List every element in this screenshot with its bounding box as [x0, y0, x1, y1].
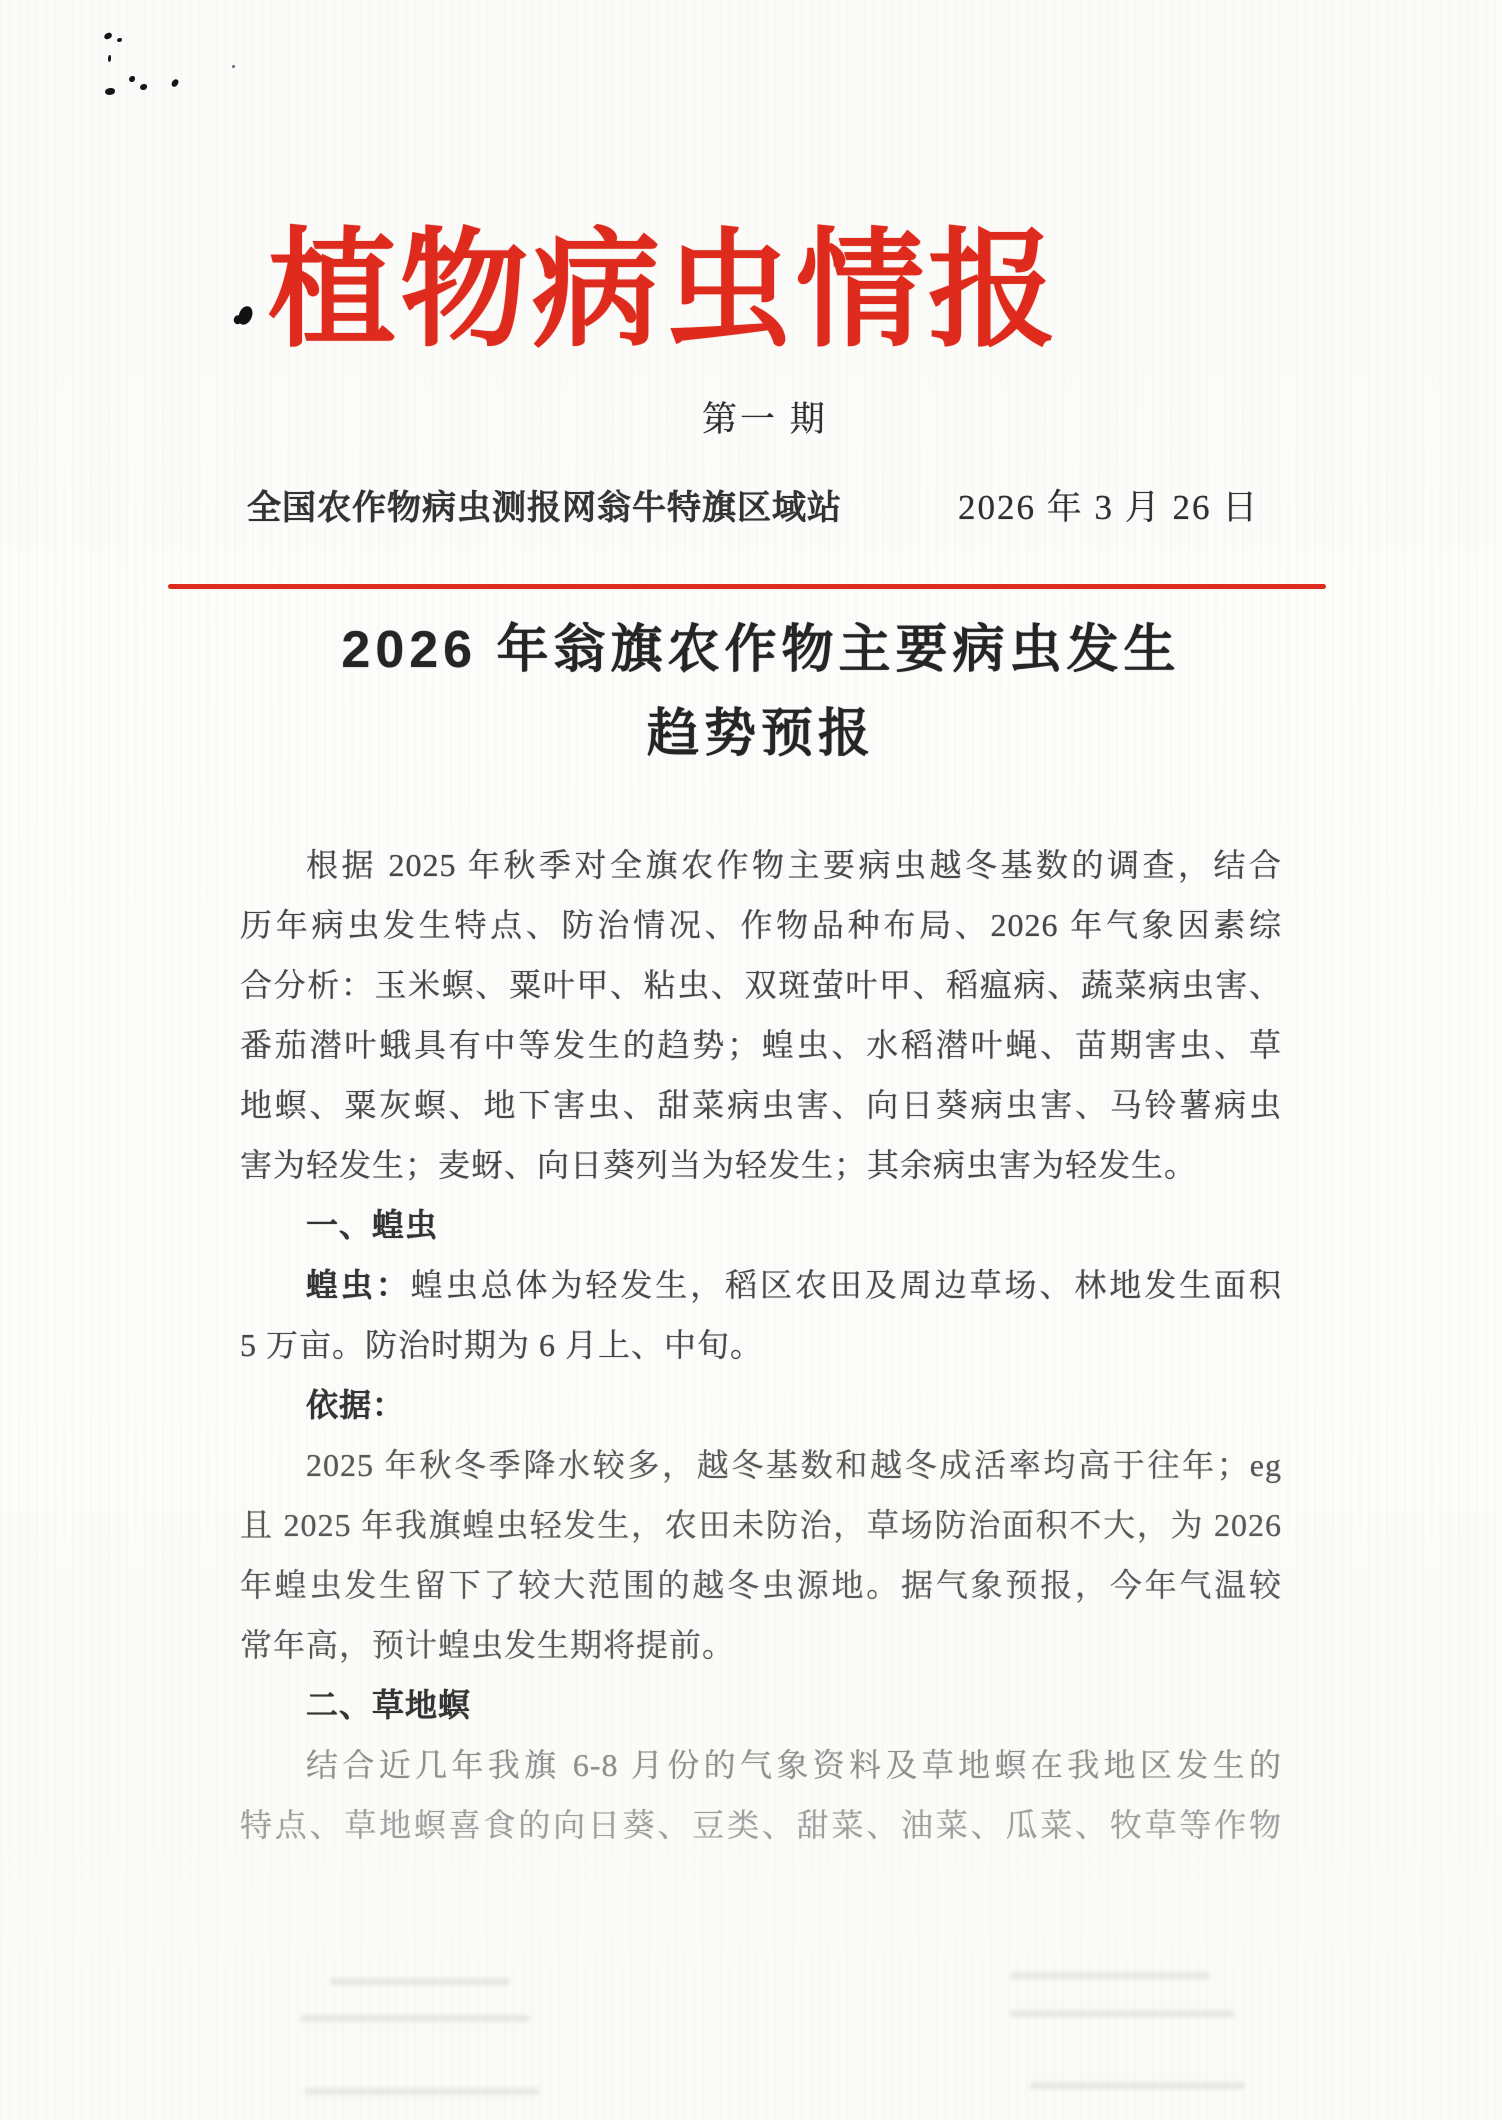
paragraph3-line: 年蝗虫发生留下了较大范围的越冬虫源地。据气象预报，今年气温较: [240, 1567, 1282, 1603]
ink-speck: [117, 38, 122, 42]
paragraph1-line: 历年病虫发生特点、防治情况、作物品种布局、2026 年气象因素综: [240, 907, 1282, 943]
report-title-line1: 2026 年翁旗农作物主要病虫发生: [341, 621, 1181, 679]
station-name: 全国农作物病虫测报网翁牛特旗区域站: [247, 490, 842, 527]
ink-speck: [103, 32, 112, 40]
paragraph1-line: 根据 2025 年秋季对全旗农作物主要病虫越冬基数的调查，结合: [306, 847, 1282, 883]
ink-speck: [108, 55, 111, 62]
paragraph3-line: 常年高，预计蝗虫发生期将提前。: [240, 1627, 736, 1663]
paragraph1-line: 合分析：玉米螟、粟叶甲、粘虫、双斑萤叶甲、稻瘟病、蔬菜病虫害、: [240, 967, 1282, 1003]
ink-speck: [140, 84, 147, 90]
bleedthrough-smudge: [1030, 2082, 1245, 2089]
masthead-title: 植物病虫情报: [268, 220, 1061, 362]
section-heading-locusts: 一、蝗虫: [306, 1207, 439, 1243]
issue-number: 第一 期: [702, 400, 828, 439]
red-divider-rule: [168, 584, 1326, 589]
bleedthrough-smudge: [1010, 1972, 1210, 1979]
paragraph1-line: 地螟、粟灰螟、地下害虫、甜菜病虫害、向日葵病虫害、马铃薯病虫: [240, 1087, 1282, 1123]
paragraph1-line: 番茄潜叶蛾具有中等发生的趋势；蝗虫、水稻潜叶蝇、苗期害虫、草: [240, 1027, 1282, 1063]
paragraph4-line: 特点、草地螟喜食的向日葵、豆类、甜菜、油菜、瓜菜、牧草等作物: [240, 1807, 1282, 1843]
paragraph3-line: 2025 年秋冬季降水较多，越冬基数和越冬成活率均高于往年；eg: [306, 1447, 1282, 1483]
section-heading-meadow-moth: 二、草地螟: [306, 1687, 472, 1723]
bleedthrough-smudge: [300, 2015, 530, 2022]
paragraph4-line: 结合近几年我旗 6-8 月份的气象资料及草地螟在我地区发生的: [306, 1747, 1282, 1783]
paragraph2-text: 蝗虫总体为轻发生，稻区农田及周边草场、林地发生面积: [410, 1267, 1282, 1303]
paragraph2-lead: 蝗虫：: [306, 1267, 411, 1303]
paragraph2-line: 5 万亩。防治时期为 6 月上、中旬。: [240, 1327, 764, 1363]
bleedthrough-smudge: [305, 2088, 540, 2095]
basis-label: 依据：: [306, 1387, 406, 1423]
ink-speck: [105, 88, 115, 95]
document-body: [240, 835, 1282, 1855]
ink-speck: [129, 76, 135, 82]
ink-speck: [232, 65, 235, 68]
ink-speck: [171, 78, 180, 88]
report-title-line2: 趋势预报: [646, 705, 875, 763]
bleedthrough-smudge: [1010, 2010, 1235, 2017]
issue-date: 2026 年 3 月 26 日: [958, 488, 1260, 527]
paragraph3-line: 且 2025 年我旗蝗虫轻发生，农田未防治，草场防治面积不大，为 2026: [240, 1507, 1282, 1543]
bleedthrough-smudge: [330, 1978, 510, 1985]
ink-blot: [237, 305, 254, 327]
paragraph1-line: 害为轻发生；麦蚜、向日葵列当为轻发生；其余病虫害为轻发生。: [240, 1147, 1198, 1183]
paragraph2-line: [240, 1255, 1282, 1315]
